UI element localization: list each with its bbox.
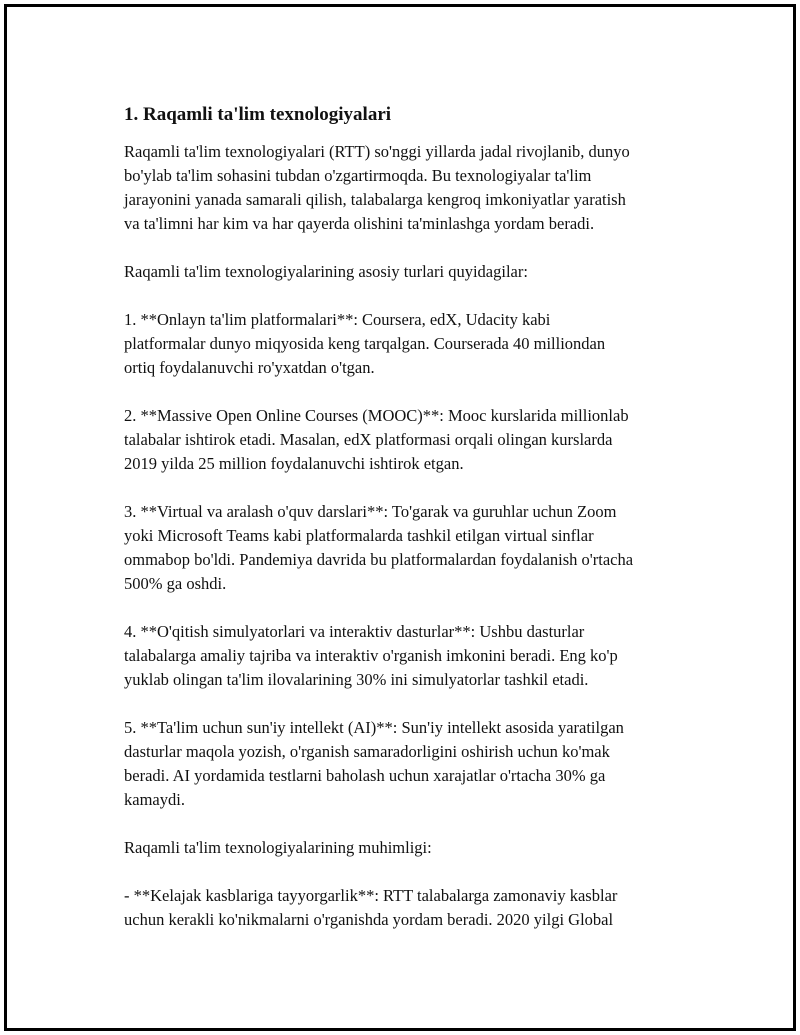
- document-body: [124, 103, 704, 956]
- list-item-ai: [124, 716, 704, 812]
- bullet-item-future-careers: [124, 884, 704, 932]
- text-line: beradi. AI yordamida testlarni baholash uchun xarajatlar o'rtacha 30% ga: [124, 766, 606, 785]
- section-heading: 1. Raqamli ta'lim texnologiyalari: [124, 104, 392, 125]
- text-line: 5. **Ta'lim uchun sun'iy intellekt (AI)**: Sun'iy intellekt asosida yaratilgan: [124, 718, 624, 737]
- text-line: bo'ylab ta'lim sohasini tubdan o'zgartirmoqda. Bu texnologiyalar ta'lim: [124, 166, 592, 185]
- text-line: yoki Microsoft Teams kabi platformalarda tashkil etilgan virtual sinflar: [124, 526, 594, 545]
- text-line: ommabop bo'ldi. Pandemiya davrida bu platformalardan foydalanish o'rtacha: [124, 550, 634, 569]
- text-line: 4. **O'qitish simulyatorlari va interaktiv dasturlar**: Ushbu dasturlar: [124, 622, 585, 641]
- text-line: Raqamli ta'lim texnologiyalarining asosiy turlari quyidagilar:: [124, 262, 528, 281]
- list-item-virtual-classes: [124, 500, 704, 596]
- page-frame: [4, 4, 796, 1031]
- text-line: yuklab olingan ta'lim ilovalarining 30% ini simulyatorlar tashkil etadi.: [124, 670, 589, 689]
- intro-paragraph: [124, 140, 704, 236]
- text-line: jarayonini yanada samarali qilish, talabalarga kengroq imkoniyatlar yaratish: [124, 190, 626, 209]
- text-line: uchun kerakli ko'nikmalarni o'rganishda yordam beradi. 2020 yilgi Global: [124, 910, 614, 929]
- text-line: 1. **Onlayn ta'lim platformalari**: Coursera, edX, Udacity kabi: [124, 310, 551, 329]
- list-item-online-platforms: [124, 308, 704, 380]
- text-line: 2019 yilda 25 million foydalanuvchi ishtirok etgan.: [124, 454, 464, 473]
- text-line: 3. **Virtual va aralash o'quv darslari**: To'garak va guruhlar uchun Zoom: [124, 502, 617, 521]
- text-line: platformalar dunyo miqyosida keng tarqalgan. Courserada 40 milliondan: [124, 334, 606, 353]
- text-line: Raqamli ta'lim texnologiyalari (RTT) so'nggi yillarda jadal rivojlanib, dunyo: [124, 142, 630, 161]
- text-line: 500% ga oshdi.: [124, 574, 227, 593]
- types-intro-paragraph: [124, 260, 704, 284]
- text-line: 2. **Massive Open Online Courses (MOOC)**: Mooc kurslarida millionlab: [124, 406, 629, 425]
- text-line: Raqamli ta'lim texnologiyalarining muhimligi:: [124, 838, 432, 857]
- text-line: dasturlar maqola yozish, o'rganish samaradorligini oshirish uchun ko'mak: [124, 742, 610, 761]
- importance-intro-paragraph: [124, 836, 704, 860]
- list-item-simulators: [124, 620, 704, 692]
- text-line: kamaydi.: [124, 790, 185, 809]
- text-line: va ta'limni har kim va har qayerda olishini ta'minlashga yordam beradi.: [124, 214, 595, 233]
- text-line: ortiq foydalanuvchi ro'yxatdan o'tgan.: [124, 358, 375, 377]
- text-line: - **Kelajak kasblariga tayyorgarlik**: RTT talabalarga zamonaviy kasblar: [124, 886, 618, 905]
- text-line: talabalarga amaliy tajriba va interaktiv o'rganish imkonini beradi. Eng ko'p: [124, 646, 618, 665]
- list-item-mooc: [124, 404, 704, 476]
- text-line: talabalar ishtirok etadi. Masalan, edX platformasi orqali olingan kurslarda: [124, 430, 613, 449]
